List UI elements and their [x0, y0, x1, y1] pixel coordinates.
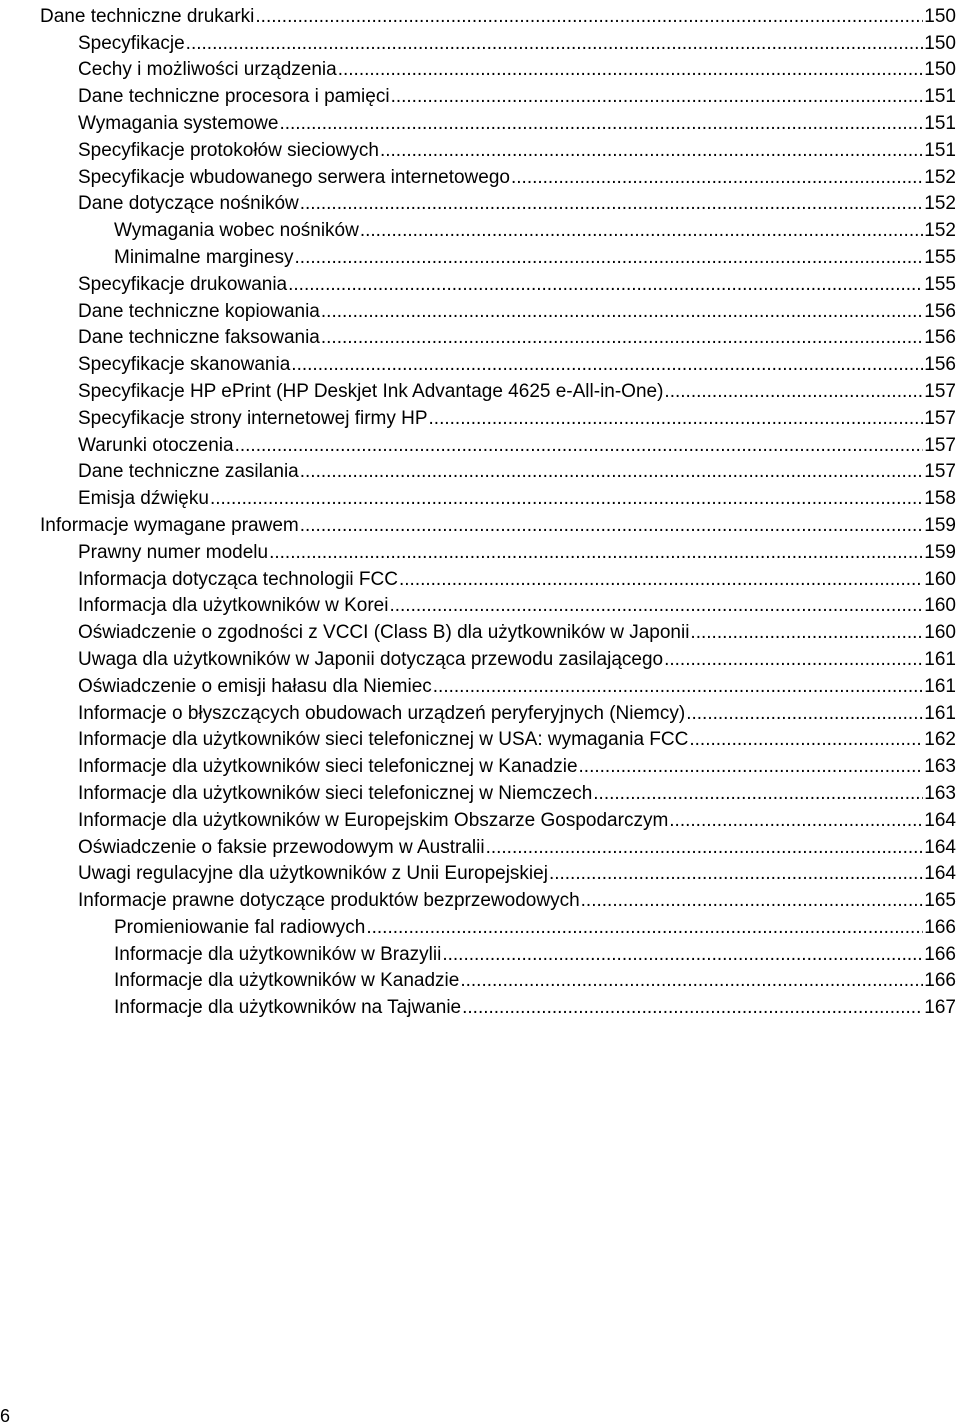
toc-entry-page-number: 162	[924, 729, 956, 751]
toc-dot-leader	[486, 838, 924, 858]
toc-entry-title: Informacje dla użytkowników na Tajwanie	[114, 997, 462, 1019]
toc-entry-title: Informacje dla użytkowników sieci telefonicznej w USA: wymagania FCC	[78, 729, 689, 751]
toc-entry-page-number: 165	[924, 890, 956, 912]
toc-entry-page-number: 156	[924, 354, 956, 376]
toc-entry[interactable]	[40, 80, 956, 107]
toc-entry-page-number: 159	[924, 541, 956, 563]
toc-entry-page-number: 157	[924, 380, 956, 402]
toc-entry-title: Dane techniczne faksowania	[78, 327, 320, 349]
toc-entry-page-number: 164	[924, 863, 956, 885]
toc-entry[interactable]	[40, 348, 956, 375]
toc-entry[interactable]	[40, 456, 956, 483]
toc-entry[interactable]	[40, 777, 956, 804]
toc-entry[interactable]	[40, 991, 956, 1018]
toc-entry[interactable]	[40, 884, 956, 911]
toc-entry[interactable]	[40, 375, 956, 402]
toc-entry-page-number: 155	[924, 246, 956, 268]
toc-entry[interactable]	[40, 804, 956, 831]
toc-dot-leader	[321, 328, 923, 348]
toc-entry-page-number: 160	[924, 568, 956, 590]
toc-entry-title: Oświadczenie o zgodności z VCCI (Class B) dla użytkowników w Japonii	[78, 622, 690, 644]
toc-dot-leader	[389, 596, 923, 616]
toc-dot-leader	[433, 677, 924, 697]
toc-entry-title: Informacje dla użytkowników w Brazylii	[114, 943, 442, 965]
toc-entry[interactable]	[40, 697, 956, 724]
toc-entry[interactable]	[40, 268, 956, 295]
toc-entry-title: Oświadczenie o faksie przewodowym w Australii	[78, 836, 485, 858]
toc-dot-leader	[255, 7, 923, 27]
toc-entry-page-number: 161	[924, 648, 956, 670]
toc-dot-leader	[593, 784, 923, 804]
toc-dot-leader	[321, 302, 923, 322]
toc-entry-page-number: 150	[924, 32, 956, 54]
toc-entry[interactable]	[40, 616, 956, 643]
toc-entry[interactable]	[40, 563, 956, 590]
toc-entry[interactable]	[40, 911, 956, 938]
toc-entry[interactable]	[40, 965, 956, 992]
page-number: 6	[0, 1406, 11, 1426]
toc-entry[interactable]	[40, 643, 956, 670]
toc-entry-page-number: 151	[924, 86, 956, 108]
toc-entry[interactable]	[40, 536, 956, 563]
toc-dot-leader	[460, 971, 923, 991]
toc-entry-page-number: 158	[924, 488, 956, 510]
toc-entry-title: Specyfikacje protokołów sieciowych	[78, 139, 379, 161]
toc-entry-page-number: 166	[924, 970, 956, 992]
toc-entry[interactable]	[40, 509, 956, 536]
toc-entry-page-number: 157	[924, 407, 956, 429]
toc-entry-page-number: 159	[924, 514, 956, 536]
toc-entry-page-number: 161	[924, 702, 956, 724]
toc-entry[interactable]	[40, 214, 956, 241]
toc-dot-leader	[300, 516, 924, 536]
toc-dot-leader	[279, 114, 923, 134]
toc-entry-title: Dane techniczne kopiowania	[78, 300, 320, 322]
toc-dot-leader	[360, 221, 923, 241]
toc-entry[interactable]	[40, 107, 956, 134]
toc-entry[interactable]	[40, 590, 956, 617]
toc-entry-title: Minimalne marginesy	[114, 246, 294, 268]
toc-entry-page-number: 166	[924, 916, 956, 938]
toc-entry-title: Informacja dla użytkowników w Korei	[78, 595, 389, 617]
toc-dot-leader	[399, 570, 923, 590]
toc-entry-page-number: 160	[924, 595, 956, 617]
toc-entry-page-number: 152	[924, 220, 956, 242]
toc-dot-leader	[511, 168, 923, 188]
toc-entry-page-number: 150	[924, 5, 956, 27]
toc-entry-page-number: 151	[924, 139, 956, 161]
toc-entry-title: Informacje prawne dotyczące produktów bezprzewodowych	[78, 890, 580, 912]
toc-dot-leader	[300, 194, 924, 214]
toc-entry-title: Informacja dotycząca technologii FCC	[78, 568, 398, 590]
toc-dot-leader	[581, 891, 924, 911]
toc-dot-leader	[549, 864, 923, 884]
toc-entry-title: Informacje dla użytkowników sieci telefonicznej w Niemczech	[78, 782, 593, 804]
toc-entry-page-number: 157	[924, 461, 956, 483]
toc-entry[interactable]	[40, 134, 956, 161]
toc-dot-leader	[269, 543, 923, 563]
toc-dot-leader	[291, 355, 923, 375]
toc-dot-leader	[300, 462, 924, 482]
toc-entry-title: Informacje dla użytkowników sieci telefonicznej w Kanadzie	[78, 756, 578, 778]
toc-entry[interactable]	[40, 161, 956, 188]
toc-entry[interactable]	[40, 429, 956, 456]
toc-dot-leader	[579, 757, 924, 777]
toc-dot-leader	[664, 382, 923, 402]
toc-entry-page-number: 160	[924, 622, 956, 644]
toc-dot-leader	[690, 623, 923, 643]
toc-entry-title: Dane techniczne drukarki	[40, 5, 255, 27]
toc-dot-leader	[686, 704, 923, 724]
toc-dot-leader	[664, 650, 923, 670]
toc-entry-title: Informacje dla użytkowników w Kanadzie	[114, 970, 460, 992]
table-of-contents	[40, 0, 956, 1018]
toc-entry-title: Cechy i możliwości urządzenia	[78, 59, 337, 81]
toc-dot-leader	[380, 141, 923, 161]
toc-dot-leader	[210, 489, 923, 509]
toc-entry-title: Promieniowanie fal radiowych	[114, 916, 366, 938]
toc-entry-title: Wymagania wobec nośników	[114, 220, 359, 242]
toc-entry[interactable]	[40, 938, 956, 965]
toc-dot-leader	[689, 730, 923, 750]
toc-entry-title: Uwagi regulacyjne dla użytkowników z Unii Europejskiej	[78, 863, 548, 885]
toc-entry-page-number: 157	[924, 434, 956, 456]
toc-entry-title: Informacje dla użytkowników w Europejskim Obszarze Gospodarczym	[78, 809, 669, 831]
toc-entry[interactable]	[40, 188, 956, 215]
toc-dot-leader	[442, 945, 923, 965]
toc-entry-page-number: 163	[924, 782, 956, 804]
toc-entry-title: Specyfikacje HP ePrint (HP Deskjet Ink Advantage 4625 e-All-in-One)	[78, 380, 664, 402]
toc-dot-leader	[338, 60, 924, 80]
toc-entry-page-number: 167	[924, 997, 956, 1019]
toc-dot-leader	[288, 275, 923, 295]
toc-entry-page-number: 163	[924, 756, 956, 778]
toc-dot-leader	[295, 248, 924, 268]
toc-entry-page-number: 151	[924, 112, 956, 134]
toc-dot-leader	[462, 998, 923, 1018]
toc-entry-page-number: 166	[924, 943, 956, 965]
toc-entry[interactable]	[40, 0, 956, 27]
toc-entry[interactable]	[40, 295, 956, 322]
toc-dot-leader	[429, 409, 924, 429]
toc-entry-title: Dane techniczne zasilania	[78, 461, 299, 483]
toc-entry[interactable]	[40, 402, 956, 429]
toc-entry-title: Oświadczenie o emisji hałasu dla Niemiec	[78, 675, 432, 697]
toc-entry[interactable]	[40, 322, 956, 349]
toc-entry[interactable]	[40, 724, 956, 751]
toc-entry[interactable]	[40, 858, 956, 885]
toc-entry-page-number: 161	[924, 675, 956, 697]
toc-entry-page-number: 164	[924, 836, 956, 858]
toc-dot-leader	[669, 811, 923, 831]
toc-entry-page-number: 152	[924, 166, 956, 188]
toc-entry-title: Uwaga dla użytkowników w Japonii dotycząca przewodu zasilającego	[78, 648, 664, 670]
toc-entry[interactable]	[40, 54, 956, 81]
toc-dot-leader	[366, 918, 923, 938]
toc-entry-title: Informacje wymagane prawem	[40, 514, 299, 536]
toc-entry[interactable]	[40, 750, 956, 777]
toc-entry[interactable]	[40, 27, 956, 54]
toc-entry[interactable]	[40, 670, 956, 697]
toc-entry-title: Dane dotyczące nośników	[78, 193, 299, 215]
toc-entry-title: Prawny numer modelu	[78, 541, 269, 563]
toc-entry-page-number: 156	[924, 300, 956, 322]
toc-entry-page-number: 164	[924, 809, 956, 831]
toc-entry-title: Wymagania systemowe	[78, 112, 279, 134]
toc-entry[interactable]	[40, 831, 956, 858]
toc-dot-leader	[391, 87, 924, 107]
toc-entry-page-number: 155	[924, 273, 956, 295]
toc-entry-title: Specyfikacje	[78, 32, 185, 54]
toc-entry-page-number: 156	[924, 327, 956, 349]
toc-entry-title: Specyfikacje drukowania	[78, 273, 288, 295]
toc-entry-title: Specyfikacje wbudowanego serwera internetowego	[78, 166, 510, 188]
toc-entry[interactable]	[40, 482, 956, 509]
toc-entry-title: Specyfikacje skanowania	[78, 354, 291, 376]
toc-entry-page-number: 152	[924, 193, 956, 215]
toc-entry-page-number: 150	[924, 59, 956, 81]
toc-dot-leader	[235, 436, 924, 456]
toc-entry-title: Warunki otoczenia	[78, 434, 234, 456]
toc-entry-title: Informacje o błyszczących obudowach urządzeń peryferyjnych (Niemcy)	[78, 702, 686, 724]
toc-entry[interactable]	[40, 241, 956, 268]
toc-entry-title: Dane techniczne procesora i pamięci	[78, 86, 390, 108]
toc-entry-title: Specyfikacje strony internetowej firmy HP	[78, 407, 428, 429]
toc-dot-leader	[186, 34, 924, 54]
toc-entry-title: Emisja dźwięku	[78, 488, 209, 510]
